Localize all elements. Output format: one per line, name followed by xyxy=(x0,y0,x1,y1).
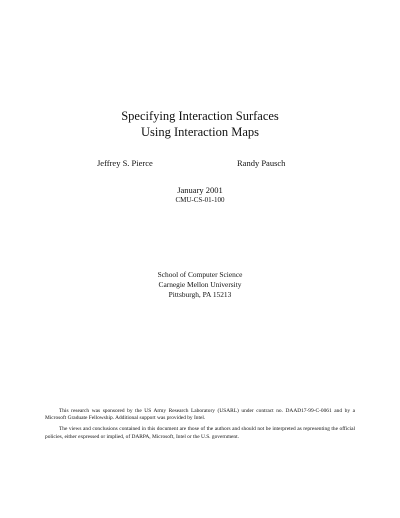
disclaimer-note: The views and conclusions contained in this document are those of the authors and should not be interpreted as representing the official policies, either expressed or implied, of DARPA, Microsoft, Intel or the U.S. government. xyxy=(45,426,355,440)
affiliation-block xyxy=(0,270,400,300)
report-number: CMU-CS-01-100 xyxy=(175,196,225,204)
title-line-1: Specifying Interaction Surfaces xyxy=(121,109,279,123)
report-title xyxy=(0,108,400,140)
sponsorship-note: This research was sponsored by the US Army Research Laboratory (USARL) under contract no. DAAD17-99-C-0061 and by a Microsoft Graduate Fellowship. Additional support was provided by Intel. xyxy=(45,408,355,422)
author-name: Jeffrey S. Pierce xyxy=(97,158,153,168)
author-name: Randy Pausch xyxy=(237,158,286,168)
publication-date: January 2001 xyxy=(177,185,223,195)
affiliation-school: School of Computer Science xyxy=(157,270,243,279)
footnotes xyxy=(45,408,355,445)
affiliation-university: Carnegie Mellon University xyxy=(158,280,242,289)
title-line-2: Using Interaction Maps xyxy=(140,125,260,139)
affiliation-address: Pittsburgh, PA 15213 xyxy=(168,290,232,299)
